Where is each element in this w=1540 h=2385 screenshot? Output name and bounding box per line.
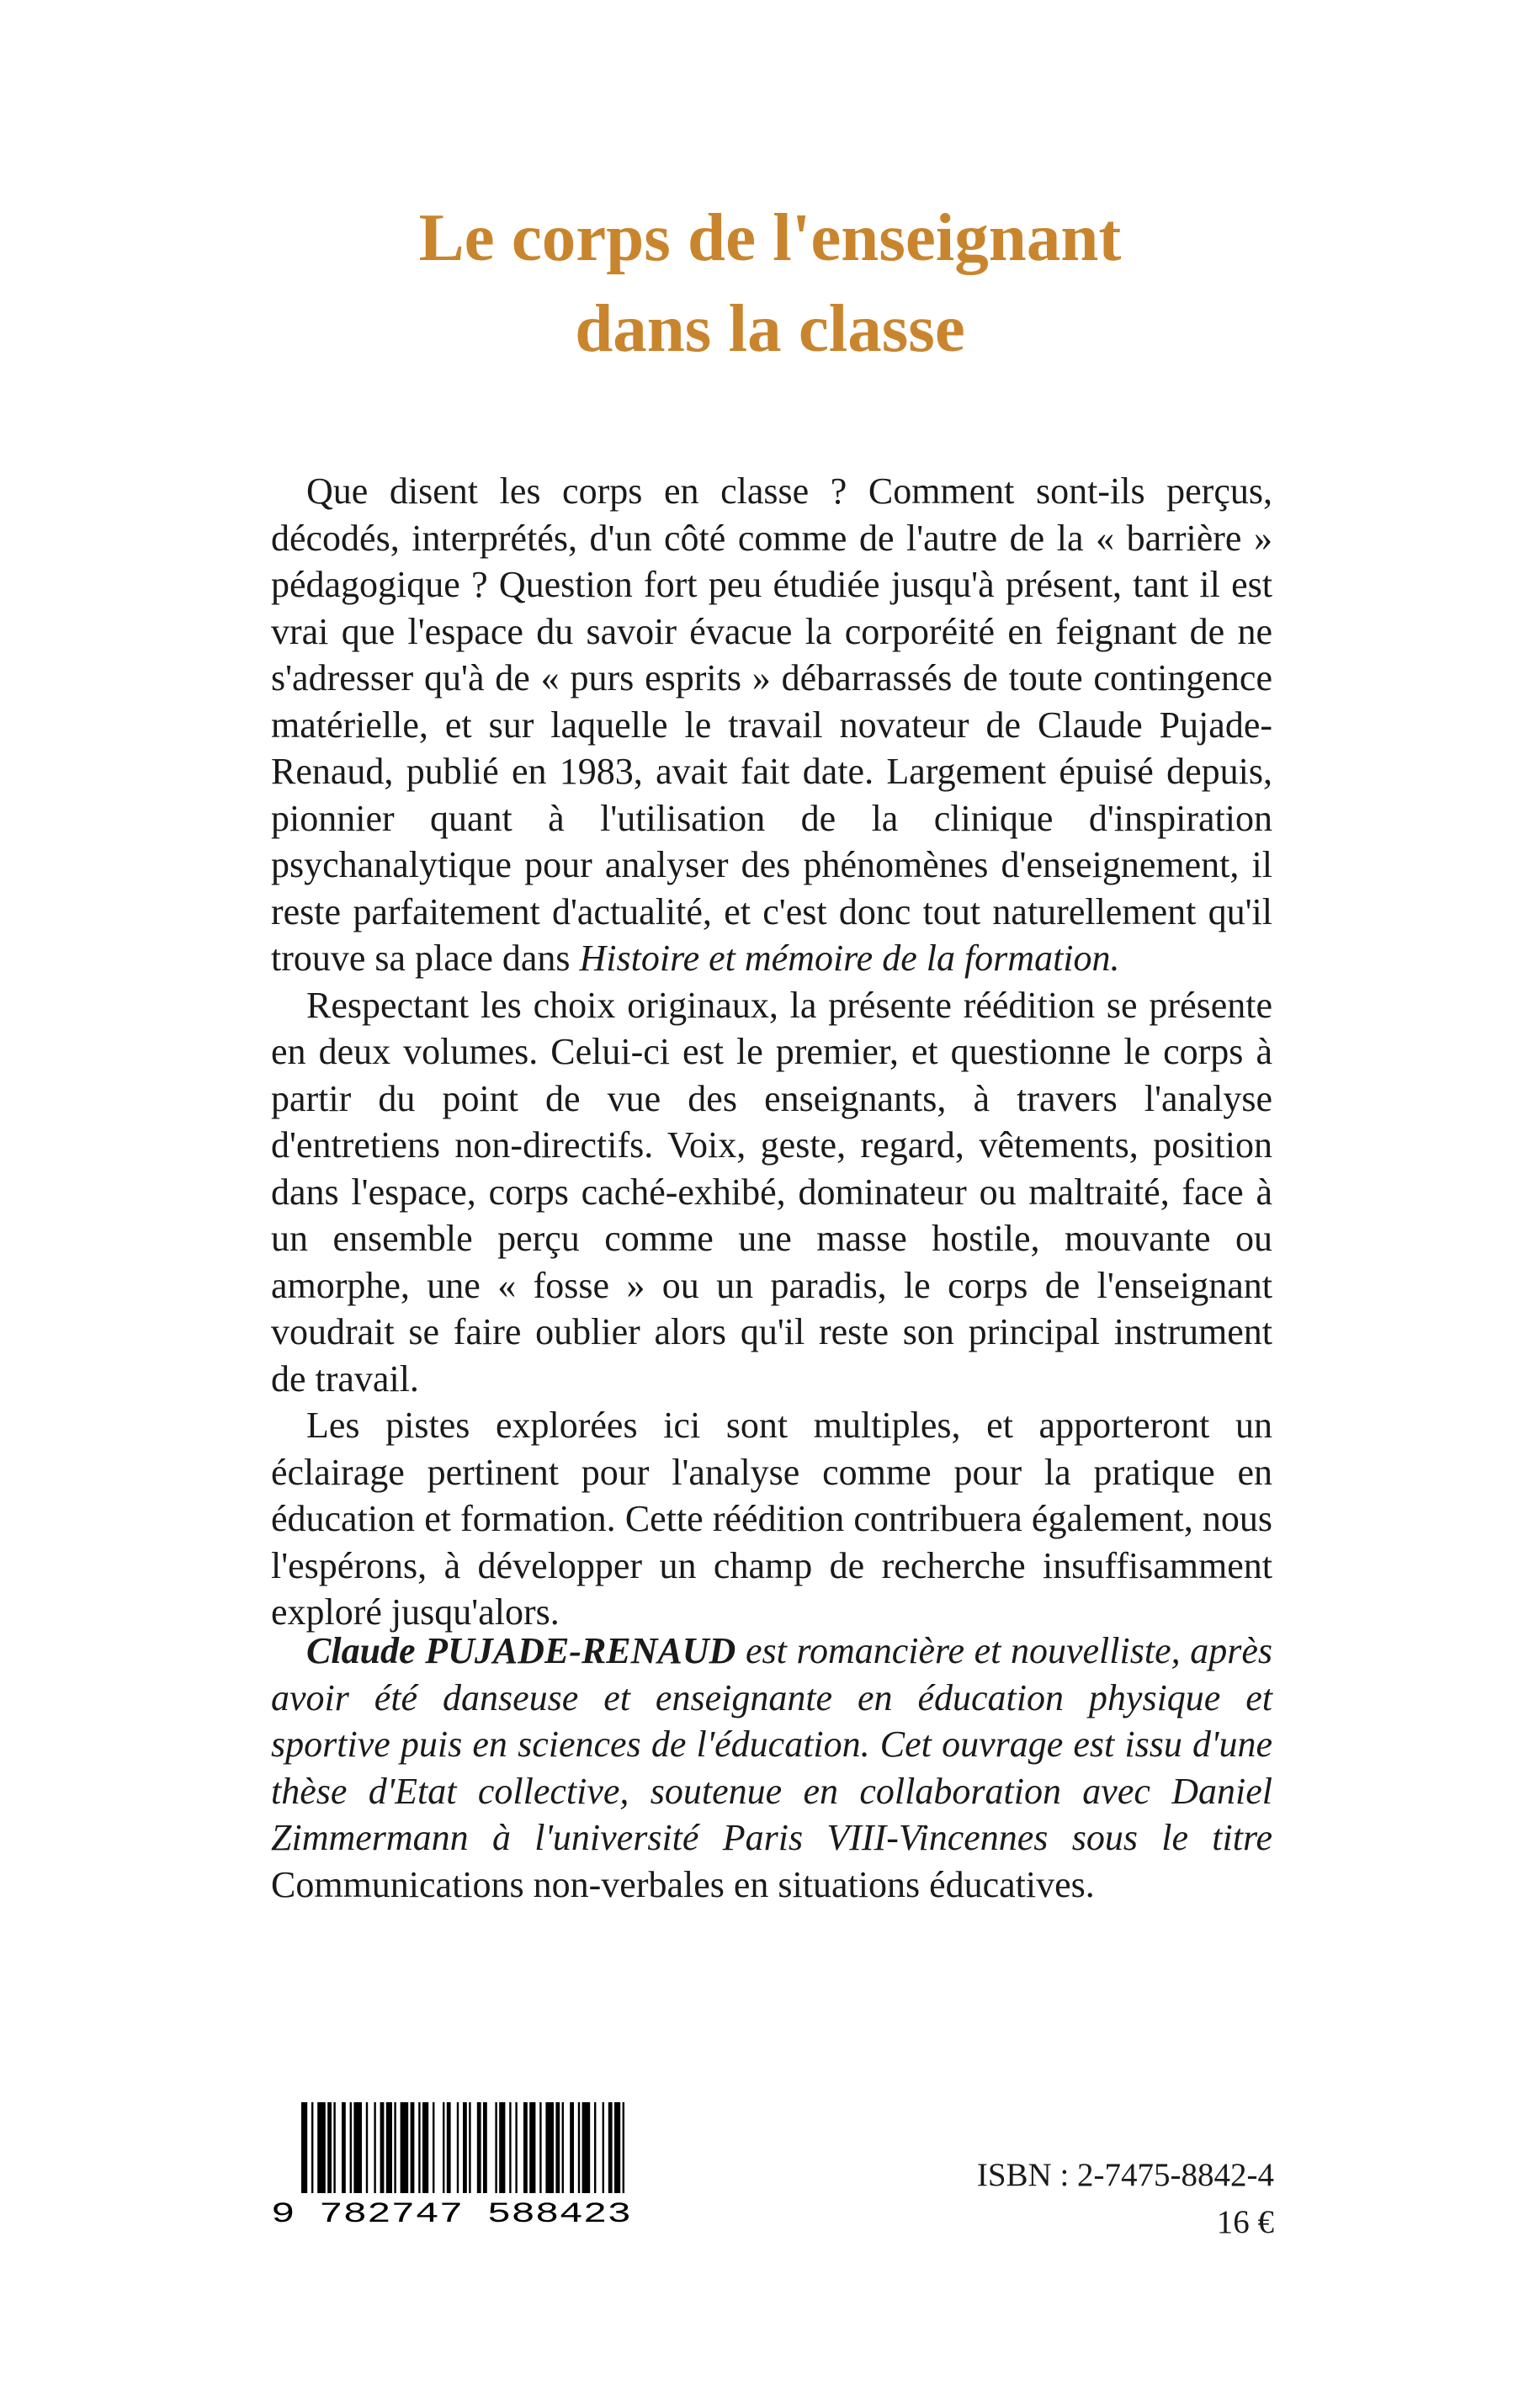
series-title: Histoire et mémoire de la formation. — [579, 938, 1120, 979]
blurb-paragraph-3: Les pistes explorées ici sont multiples, et apporteront un éclairage pertinent pour l'analyse comme pour la pratique en éducation et formation. Cette réédition contribuera également, nous l'espérons, à développer un champ de recherche insuffisamment exploré jusqu'alors. — [271, 1405, 1272, 1633]
barcode-bar — [509, 2102, 511, 2193]
price: 16 € — [1216, 2204, 1274, 2240]
title-line-1: Le corps de l'enseignant — [418, 199, 1122, 275]
barcode-bar — [515, 2102, 517, 2193]
book-title — [0, 192, 1540, 374]
barcode-bar — [350, 2102, 352, 2193]
barcode-bar — [495, 2102, 497, 2193]
isbn: ISBN : 2-7475-8842-4 — [976, 2157, 1274, 2193]
barcode-bar — [523, 2102, 528, 2193]
barcode-bar — [422, 2102, 428, 2193]
barcode-bar — [394, 2102, 396, 2193]
barcode-bar — [411, 2102, 415, 2193]
barcode-bar — [608, 2102, 613, 2193]
barcode-bar — [603, 2102, 604, 2193]
barcode-bar — [301, 2102, 307, 2193]
barcode-bar — [555, 2102, 560, 2193]
blurb — [271, 468, 1272, 1636]
blurb-paragraph-2: Respectant les choix originaux, la présente réédition se présente en deux volumes. Celui-ci est le premier, et questionne le corps à partir du point de vue des enseignants, à travers l'analyse d'entretiens non-directifs. Voix, geste, regard, vêtements, position dans l'espace, corps caché-exhibé, dominateur ou maltraité, face à un ensemble perçu comme une masse hostile, mouvante ou amorphe, une « fosse » ou un paradis, le corps de l'enseignant voudrait se faire oublier alors qu'il reste son principal instrument de travail. — [271, 984, 1272, 1400]
barcode-bar — [333, 2102, 335, 2193]
barcode-bar — [401, 2102, 409, 2193]
barcode-bar — [539, 2102, 541, 2193]
barcode-bar — [562, 2102, 564, 2193]
barcode-bar — [570, 2102, 574, 2193]
author-name: Claude PUJADE-RENAUD — [306, 1630, 736, 1671]
barcode-bar — [386, 2102, 392, 2193]
barcode-bar — [529, 2102, 535, 2193]
title-line-2: dans la classe — [575, 290, 965, 366]
barcode — [271, 2099, 633, 2225]
barcode-bar — [594, 2102, 596, 2193]
barcode-bar — [469, 2102, 470, 2193]
barcode-bar — [327, 2102, 332, 2193]
barcode-bar — [374, 2102, 375, 2193]
barcode-bar — [499, 2102, 505, 2193]
barcode-bar — [457, 2102, 459, 2193]
blurb-paragraph-1 — [271, 468, 1272, 982]
barcode-bar — [477, 2102, 481, 2193]
author-bio — [271, 1628, 1272, 1908]
barcode-bar — [578, 2102, 580, 2193]
barcode-bar — [443, 2102, 444, 2193]
barcode-bar — [463, 2102, 467, 2193]
barcode-bar — [317, 2102, 326, 2193]
blurb-paragraph-1-text: Que disent les corps en classe ? Comment sont-ils perçus, décodés, interprétés, d'un côté comme de l'autre de la « barrière » pédagogique ? Question fort peu étudiée jusqu'à présent, tant il est vrai que l'espace du savoir évacue la corporéité en feignant de ne s'adresser qu'à de « purs esprits » débarrassés de toute contingence matérielle, et sur laquelle le travail novateur de Claude Pujade-Renaud, publié en 1983, avait fait date. Largement épuisé depuis, pionnier quant à l'utilisation de la clinique d'inspiration psychanalytique pour analyser des phénomènes d'enseignement, il reste parfaitement d'actualité, et c'est donc tout naturellement qu'il trouve sa place dans — [271, 470, 1272, 979]
barcode-bar — [366, 2102, 368, 2193]
barcode-bar — [353, 2102, 362, 2193]
barcode-bar — [418, 2102, 420, 2193]
barcode-bar — [342, 2102, 346, 2193]
barcode-bar — [483, 2102, 487, 2193]
thesis-title: Communications non-verbales en situations éducatives. — [271, 1863, 1095, 1905]
barcode-bar — [545, 2102, 554, 2193]
author-bio-paragraph — [271, 1628, 1272, 1908]
barcode-digits: 9 782747 588423 — [271, 2199, 631, 2225]
barcode-bar — [623, 2102, 624, 2193]
author-bio-text: est romancière et nouvelliste, après avoir été danseuse et enseignante en éducation physique et sportive puis en sciences de l'éducation. Cet ouvrage est issu d'une thèse d'Etat collective, soutenue en collaboration avec Daniel Zimmermann à l'université Paris VIII-Vincennes sous le titre — [271, 1630, 1273, 1858]
barcode-bar — [447, 2102, 451, 2193]
barcode-bar — [433, 2102, 434, 2193]
barcode-bar — [311, 2102, 313, 2193]
barcode-bar — [582, 2102, 591, 2193]
barcode-bar — [614, 2102, 620, 2193]
barcode-bar — [380, 2102, 385, 2193]
barcode-bars — [301, 2102, 624, 2193]
